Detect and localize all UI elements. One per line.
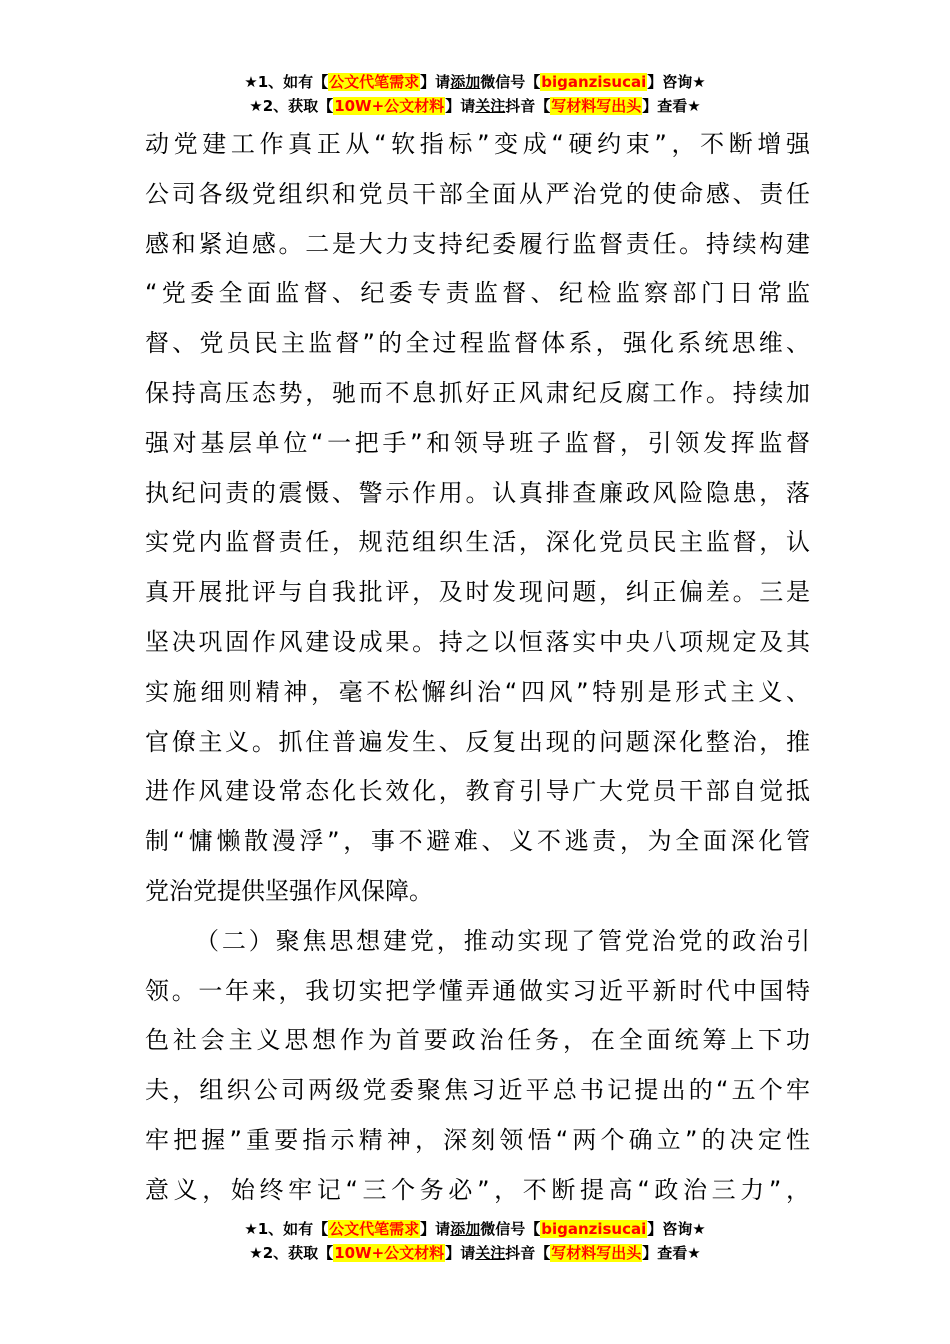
promo-highlight: 10W+公文材料 bbox=[334, 1244, 445, 1262]
body-line: 制“慵懒散漫浮”，事不避难、义不逃责，为全面深化管 bbox=[145, 827, 810, 856]
promo-line-2 bbox=[0, 1241, 950, 1265]
body-line: 色社会主义思想作为首要政治任务，在全面统筹上下功 bbox=[145, 1026, 810, 1055]
promo-text: ★2、获取【 bbox=[249, 1244, 334, 1262]
promo-text: 】咨询★ bbox=[647, 73, 706, 91]
promo-highlight: 公文代笔需求 bbox=[329, 1220, 420, 1238]
promo-highlight: biganzisucai bbox=[541, 73, 647, 91]
promo-text: ★1、如有【 bbox=[244, 1220, 329, 1238]
promo-line-1 bbox=[0, 70, 950, 94]
promo-line-1 bbox=[0, 1217, 950, 1241]
document-body bbox=[145, 120, 810, 1216]
promo-highlight: 公文代笔需求 bbox=[329, 73, 420, 91]
body-line: 领。一年来，我切实把学懂弄通做实习近平新时代中国特 bbox=[145, 976, 810, 1005]
promo-underlined-text: 关注 bbox=[475, 97, 506, 115]
body-line: 感和紧迫感。二是大力支持纪委履行监督责任。持续构建 bbox=[145, 229, 810, 258]
promo-text: 】请 bbox=[445, 1244, 476, 1262]
promo-text: 】咨询★ bbox=[647, 1220, 706, 1238]
promo-text: 微信号【 bbox=[480, 1220, 541, 1238]
promo-highlight: 写材料写出头 bbox=[551, 1244, 642, 1262]
body-line: 牢把握”重要指示精神，深刻领悟“两个确立”的决定性 bbox=[145, 1125, 810, 1154]
promo-underlined-text: 添加 bbox=[450, 73, 481, 91]
body-line: 执纪问责的震慑、警示作用。认真排查廉政风险隐患，落 bbox=[145, 478, 810, 507]
body-line-paragraph-end: 党治党提供坚强作风保障。 bbox=[145, 876, 433, 905]
body-line: 官僚主义。抓住普遍发生、反复出现的问题深化整治，推 bbox=[145, 727, 810, 756]
body-line: “党委全面监督、纪委专责监督、纪检监察部门日常监 bbox=[145, 279, 810, 308]
promo-highlight: 10W+公文材料 bbox=[334, 97, 445, 115]
promo-text: 抖音【 bbox=[505, 97, 551, 115]
section-heading-line: （二）聚焦思想建党，推动实现了管党治党的政治引 bbox=[195, 926, 810, 955]
body-line: 进作风建设常态化长效化，教育引导广大党员干部自觉抵 bbox=[145, 777, 810, 806]
body-line: 强对基层单位“一把手”和领导班子监督，引领发挥监督 bbox=[145, 428, 810, 457]
body-line: 实施细则精神，毫不松懈纠治“四风”特别是形式主义、 bbox=[145, 677, 810, 706]
body-line: 真开展批评与自我批评，及时发现问题，纠正偏差。三是 bbox=[145, 578, 810, 607]
body-line: 动党建工作真正从“软指标”变成“硬约束”，不断增强 bbox=[145, 130, 810, 158]
promo-text: ★2、获取【 bbox=[249, 97, 334, 115]
promo-text: 】查看★ bbox=[642, 1244, 701, 1262]
header-promo bbox=[0, 70, 950, 118]
promo-text: 】请 bbox=[445, 97, 476, 115]
body-line: 保持高压态势，驰而不息抓好正风肃纪反腐工作。持续加 bbox=[145, 378, 810, 407]
promo-highlight: 写材料写出头 bbox=[551, 97, 642, 115]
body-line: 坚决巩固作风建设成果。持之以恒落实中央八项规定及其 bbox=[145, 627, 810, 656]
body-line: 实党内监督责任，规范组织生活，深化党员民主监督，认 bbox=[145, 528, 810, 557]
body-line: 夫，组织公司两级党委聚焦习近平总书记提出的“五个牢 bbox=[145, 1076, 810, 1105]
body-line: 意义，始终牢记“三个务必”，不断提高“政治三力”， bbox=[145, 1175, 810, 1204]
promo-line-2 bbox=[0, 94, 950, 118]
promo-underlined-text: 关注 bbox=[475, 1244, 506, 1262]
promo-text: 】请 bbox=[420, 1220, 451, 1238]
body-line: 公司各级党组织和党员干部全面从严治党的使命感、责任 bbox=[145, 179, 810, 208]
promo-text: 抖音【 bbox=[505, 1244, 551, 1262]
promo-text: 】查看★ bbox=[642, 97, 701, 115]
promo-highlight: biganzisucai bbox=[541, 1220, 647, 1238]
promo-text: 】请 bbox=[420, 73, 451, 91]
body-line: 督、党员民主监督”的全过程监督体系，强化系统思维、 bbox=[145, 329, 810, 358]
footer-promo bbox=[0, 1217, 950, 1265]
promo-underlined-text: 添加 bbox=[450, 1220, 481, 1238]
promo-text: 微信号【 bbox=[480, 73, 541, 91]
promo-text: ★1、如有【 bbox=[244, 73, 329, 91]
